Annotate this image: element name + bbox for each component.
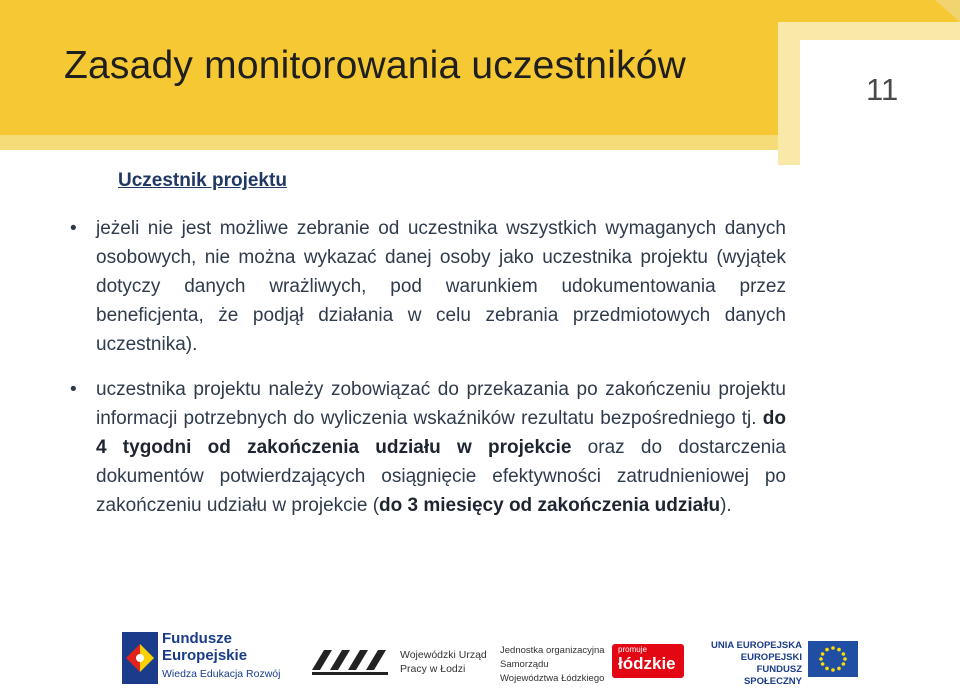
promuje-main-label: łódzkie (618, 654, 676, 673)
bullet-item (70, 214, 786, 359)
wup-name (400, 648, 487, 676)
fe-name-line1: Fundusze (162, 630, 232, 647)
jos-line3: Województwa Łódzkiego (500, 673, 605, 684)
ue-text (710, 640, 802, 687)
slide-number: 11 (866, 72, 899, 107)
fe-name-line2: Europejskie (162, 647, 248, 664)
fe-name (162, 630, 247, 664)
bullet-text: jeżeli nie jest możliwe zebranie od uczestnika wszystkich wymaganych danych osobowych, nie można wykazać danej osoby jako uczestnika projektu (wyjątek dotyczy danych wrażliwych, pod warunkiem udokumentowania przez beneficjenta, że podjął działania w celu zebrania przedmiotowych danych uczestnika). (96, 218, 786, 355)
fe-star-icon (120, 630, 160, 686)
ue-line1: UNIA EUROPEJSKA (711, 640, 802, 651)
bullet-emphasis: do 3 miesięcy od zakończenia udziału (379, 495, 721, 516)
header-soft-edge (0, 135, 778, 150)
jos-line2: Samorządu (500, 659, 549, 670)
fe-program-name: Wiedza Edukacja Rozwój (162, 668, 281, 680)
bullet-emphasis: do 4 tygodni od zakończenia udziału w projekcie (96, 408, 786, 458)
wup-emblem-icon (310, 640, 396, 680)
wup-name-line2: Pracy w Łodzi (400, 663, 466, 675)
bullet-text-part: uczestnika projektu należy zobowiązać do przekazania po zakończeniu projektu informacji potrzebnych do wyliczenia wskaźników rezultatu bezpośredniego tj. (96, 379, 786, 429)
bullet-dot-icon: • (70, 379, 77, 400)
wup-logo (310, 640, 487, 680)
promuje-lodzkie-logo (612, 640, 688, 680)
slide-body (70, 214, 786, 536)
ue-line3: FUNDUSZ SPOŁECZNY (743, 664, 802, 687)
wup-name-line1: Wojewódzki Urząd (400, 649, 487, 661)
bullet-item (70, 375, 786, 520)
promuje-top-label: promuje (618, 645, 647, 654)
jos-line1: Jednostka organizacyjna (500, 645, 605, 656)
fundusze-europejskie-logo (120, 630, 281, 686)
bullet-text-part: oraz do dostarczenia dokumentów potwierdzających osiągnięcie efektywności zatrudnieniowej po zakończeniu udziału w projekcie ( (96, 437, 786, 516)
ue-line2: EUROPEJSKI (740, 652, 802, 663)
jednostka-organizacyjna-text (500, 644, 605, 684)
bullet-text-part: ). (720, 495, 732, 516)
bullet-dot-icon: • (70, 218, 77, 239)
slide-header (0, 0, 960, 165)
eu-flag-icon (808, 641, 858, 677)
eu-stars-icon (808, 641, 858, 677)
slide-title: Zasady monitorowania uczestników (64, 44, 687, 87)
section-subtitle: Uczestnik projektu (118, 170, 287, 191)
